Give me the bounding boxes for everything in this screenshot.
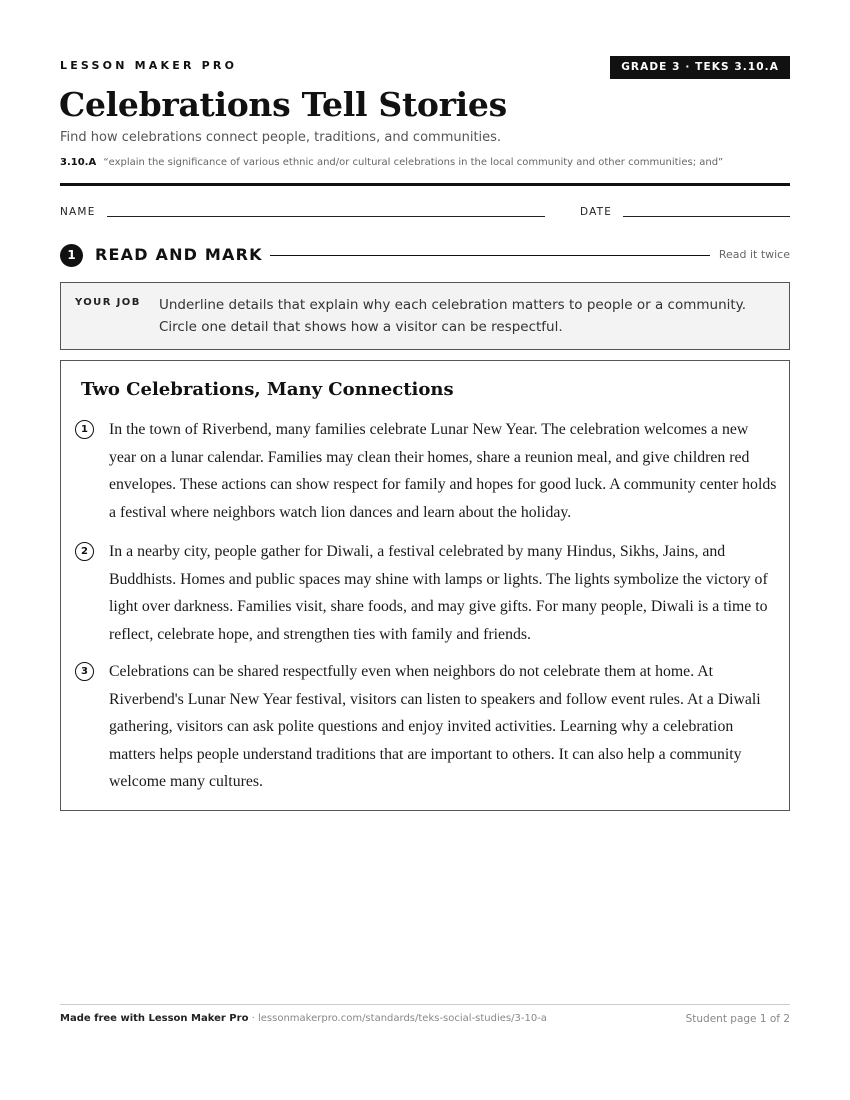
- your-job-text: Underline details that explain why each celebration matters to people or a community. Circle one detail that shows how a visitor can be respectful.: [159, 297, 747, 335]
- passage-title: Two Celebrations, Many Connections: [81, 379, 454, 400]
- your-job-label: YOUR JOB: [75, 297, 141, 308]
- grade-badge: GRADE 3 · TEKS 3.10.A: [610, 56, 790, 79]
- footer-page-number: Student page 1 of 2: [685, 1013, 790, 1025]
- section-header: [60, 242, 790, 268]
- footer-credit: [60, 1013, 547, 1024]
- section-divider: [270, 255, 710, 256]
- your-job-box: [60, 282, 790, 350]
- name-label: NAME: [60, 206, 96, 218]
- paragraph-text: In the town of Riverbend, many families celebrate Lunar New Year. The celebration welcomes a new year on a lunar calendar. Families may clean their homes, share a reunion meal, and give children red envelopes. These actions can show respect for family and hopes for good luck. A community center holds a festival where neighbors watch lion dances and learn about the holiday.: [109, 421, 777, 521]
- date-label: DATE: [580, 206, 613, 218]
- header-divider: [60, 183, 790, 186]
- paragraph-2: [75, 538, 775, 648]
- footer-divider: [60, 1004, 790, 1005]
- paragraph-number: 1: [75, 420, 94, 439]
- paragraph-number: 3: [75, 662, 94, 681]
- brand-name: LESSON MAKER PRO: [60, 59, 238, 72]
- paragraph-text: Celebrations can be shared respectfully even when neighbors do not celebrate them at home. At Riverbend's Lunar New Year festival, visitors can listen to speakers and follow event rules. At a Diwali gathering, visitors can ask polite questions and enjoy invited activities. Learning why a celebration matters helps people understand traditions that are important to others. It can also help a community welcome many cultures.: [109, 663, 761, 790]
- standard-code: 3.10.A: [60, 157, 97, 168]
- footer-url[interactable]: · lessonmakerpro.com/standards/teks-social-studies/3-10-a: [248, 1013, 547, 1024]
- header-bar: [60, 56, 790, 80]
- worksheet-page: [60, 0, 790, 1100]
- section-number-badge: 1: [60, 244, 83, 267]
- page-subtitle: Find how celebrations connect people, traditions, and communities.: [60, 130, 502, 145]
- section-title: READ AND MARK: [95, 245, 263, 264]
- date-field-line[interactable]: [623, 216, 790, 217]
- standard-line: [60, 157, 723, 168]
- name-field-line[interactable]: [107, 216, 545, 217]
- paragraph-number: 2: [75, 542, 94, 561]
- name-date-row: [60, 204, 790, 220]
- reading-passage: [60, 360, 790, 811]
- section-note: Read it twice: [718, 248, 790, 261]
- paragraph-1: [75, 416, 775, 526]
- paragraph-3: [75, 658, 775, 796]
- footer-made-with: Made free with Lesson Maker Pro: [60, 1013, 249, 1024]
- standard-text: “explain the significance of various ethnic and/or cultural celebrations in the local community and other communities; and”: [103, 157, 724, 168]
- page-title: Celebrations Tell Stories: [59, 85, 507, 124]
- paragraph-text: In a nearby city, people gather for Diwali, a festival celebrated by many Hindus, Sikhs, Jains, and Buddhists. Homes and public spaces may shine with lamps or lights. The lights symbolize the victory of light over darkness. Families visit, share foods, and may give gifts. For many people, Diwali is a time to reflect, celebrate hope, and strengthen ties with family and friends.: [109, 543, 768, 643]
